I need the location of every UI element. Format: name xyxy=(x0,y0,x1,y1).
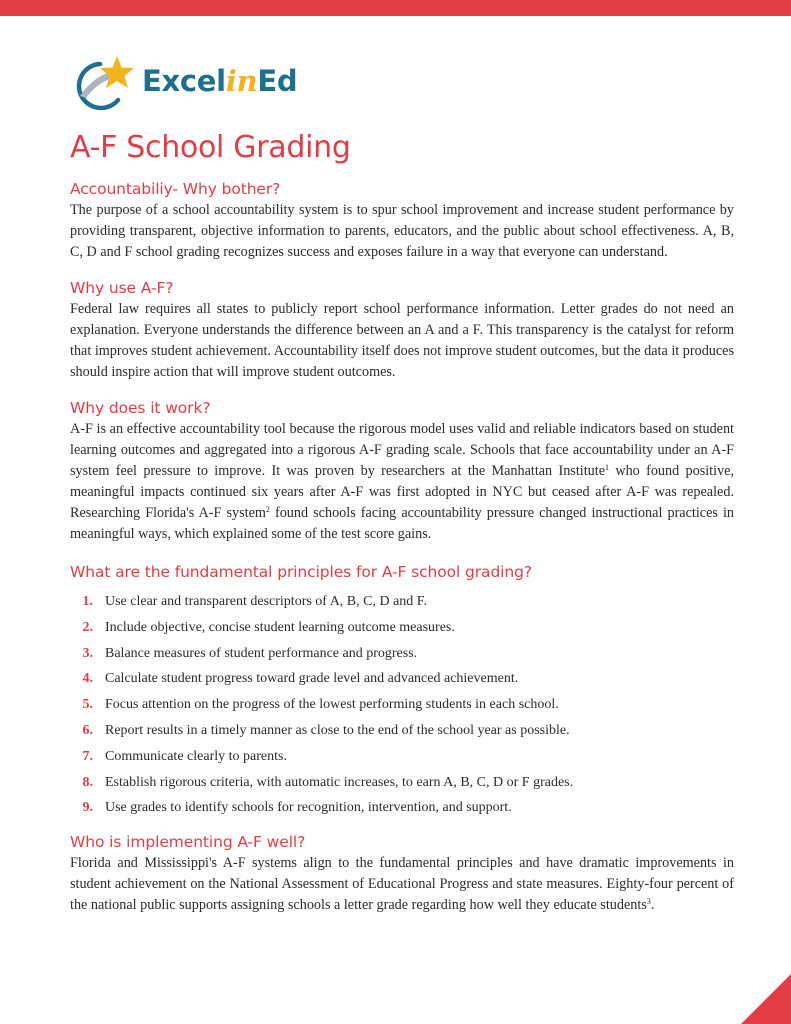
section-why-work xyxy=(70,397,734,545)
list-number: 3. xyxy=(82,645,93,661)
logo-text-ed: Ed xyxy=(257,64,298,98)
list-item: 6. Report results in a timely manner as close to the end of the school year as possible. xyxy=(70,718,734,744)
logo-text-excel: Excel xyxy=(142,64,226,98)
section-heading: What are the fundamental principles for A-F school grading? xyxy=(70,563,532,581)
list-number: 8. xyxy=(82,774,93,790)
star-swoosh-icon xyxy=(70,52,142,110)
list-number: 7. xyxy=(82,748,93,764)
list-item: 3. Balance measures of student performance and progress. xyxy=(70,641,734,667)
list-number: 4. xyxy=(82,671,93,687)
section-body: Florida and Mississippi's A-F systems align to the fundamental principles and have dramatic improvements in student achievement on the National Assessment of Educational Progress and state measures. Eighty-four percent of the national public supports assigning schools a letter grade regarding how well they educate students$^3$. xyxy=(70,855,734,914)
list-item: 1. Use clear and transparent descriptors of A, B, C, D and F. xyxy=(70,589,734,615)
section-principles xyxy=(70,561,734,821)
section-body: A-F is an effective accountability tool because the rigorous model uses valid and reliable indicators based on student learning outcomes and aggregated into a rigorous A-F grading scale. Schools that face accountability under an A-F system feel pressure to improve. It was proven by researchers at the Manhattan Institute$^1$ who found positive, meaningful impacts continued six years after A-F was first adopted in NYC but ceased after A-F was repealed. Researching Florida's A-F system$^2$ found schools facing accountability pressure changed instructional practices in meaningful ways, which explained some of the test score gains. xyxy=(70,421,735,542)
section-why-bother xyxy=(70,178,734,263)
list-item: 5. Focus attention on the progress of the lowest performing students in each school. xyxy=(70,692,734,718)
footnote-ref: 1 xyxy=(605,463,609,472)
footnote-ref: 2 xyxy=(265,505,270,514)
list-number: 2. xyxy=(82,619,93,635)
logo-text-in: in xyxy=(225,64,258,98)
list-item: 4. Calculate student progress toward grade level and advanced achievement. xyxy=(70,666,734,692)
section-why-use xyxy=(70,277,734,383)
list-number: 6. xyxy=(82,722,93,738)
footnote-ref: 3 xyxy=(646,897,651,907)
section-who-implementing xyxy=(70,831,734,916)
principles-list xyxy=(70,589,734,821)
list-item: 7. Communicate clearly to parents. xyxy=(70,744,734,770)
page-title: A-F School Grading xyxy=(70,130,351,165)
section-heading: Accountabiliy- Why bother? xyxy=(70,180,281,198)
section-heading: Why does it work? xyxy=(70,399,211,417)
section-body: Federal law requires all states to publicly report school performance information. Letter grades do not need an explanation. Everyone understands the difference between an A and a F. This transparency is the catalyst for reform that improves student achievement. Accountability itself does not improve student outcomes, but the data it produces should inspire action that will improve student outcomes. xyxy=(70,301,734,380)
document-body xyxy=(70,126,734,916)
section-heading: Why use A-F? xyxy=(70,279,174,297)
top-accent-bar xyxy=(0,0,791,16)
list-number: 9. xyxy=(82,800,93,816)
section-body: The purpose of a school accountability system is to spur school improvement and increase student performance by providing transparent, objective information to parents, educators, and the public about school effectiveness. A, B, C, D and F school grading recognizes success and exposes failure in a way that everyone can understand. xyxy=(70,202,734,260)
corner-accent-triangle xyxy=(741,974,791,1024)
section-heading: Who is implementing A-F well? xyxy=(70,833,306,852)
list-item: 8. Establish rigorous criteria, with automatic increases, to earn A, B, C, D or F grades. xyxy=(70,770,734,796)
list-item: 9. Use grades to identify schools for recognition, intervention, and support. xyxy=(70,795,734,821)
list-number: 5. xyxy=(82,697,93,713)
list-number: 1. xyxy=(82,594,93,609)
list-item: 2. Include objective, concise student learning outcome measures. xyxy=(70,615,734,641)
logo-wordmark xyxy=(142,64,297,98)
excelined-logo xyxy=(70,52,297,110)
